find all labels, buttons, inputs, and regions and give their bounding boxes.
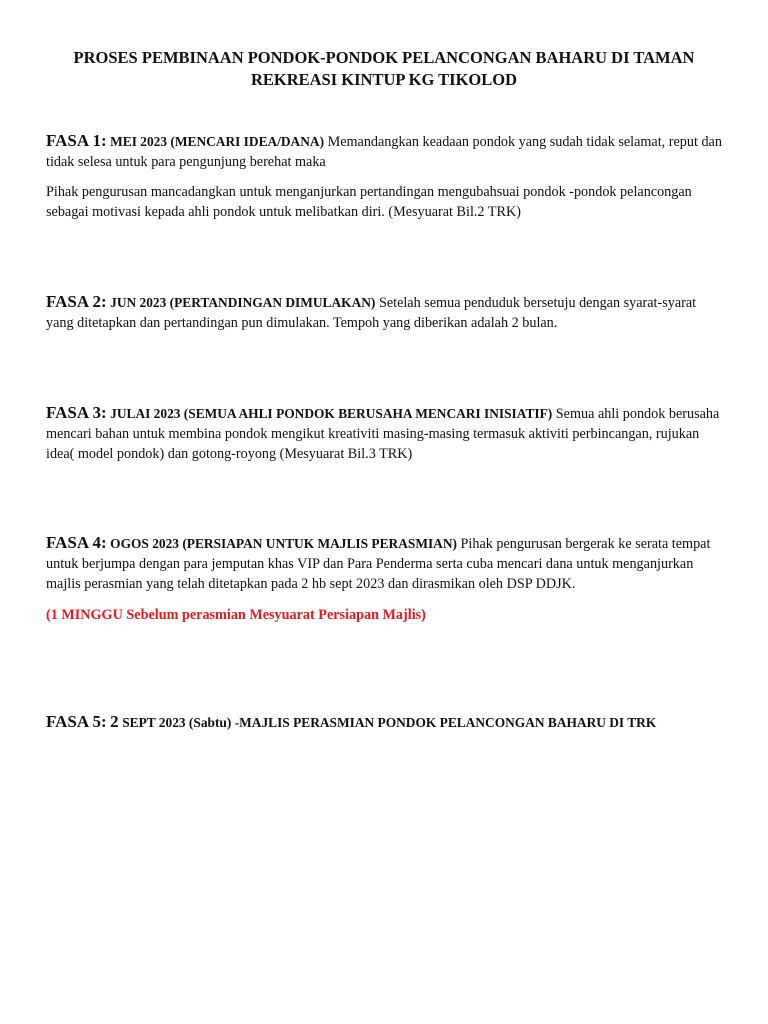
phase-2-paragraph <box>46 292 726 333</box>
phase-4-section <box>46 533 726 625</box>
phase-1-section <box>46 131 726 222</box>
title-line-2: REKREASI KINTUP KG TIKOLOD <box>250 70 518 89</box>
phase-4-paragraph <box>46 533 726 594</box>
phase-4-heading: OGOS 2023 (PERSIAPAN UNTUK MAJLIS PERASMIAN) <box>110 536 457 551</box>
phase-1-text: Memandangkan keadaan pondok yang sudah tidak selamat, reput dan tidak selesa untuk para pengunjung berehat maka <box>46 134 722 170</box>
phase-5-heading: SEPT 2023 (Sabtu) -MAJLIS PERASMIAN PONDOK PELANCONGAN BAHARU DI TRK <box>122 715 657 730</box>
phase-4-red-note: (1 MINGGU Sebelum perasmian Mesyuarat Persiapan Majlis) <box>46 607 426 623</box>
phase-3-paragraph <box>46 403 726 464</box>
phase-2-section <box>46 292 726 333</box>
phase-5-number: 2 <box>110 712 119 731</box>
phase-2-heading: JUN 2023 (PERTANDINGAN DIMULAKAN) <box>110 295 376 310</box>
phase-4-text: Pihak pengurusan bergerak ke serata tempat untuk berjumpa dengan para jemputan khas VIP dan Para Penderma serta cuba mencari dana untuk menganjurkan majlis perasmian yang telah ditetapkan pada 2 hb sept 2023 dan dirasmikan oleh DSP DDJK. <box>46 536 711 592</box>
document-title <box>40 47 728 91</box>
phase-5-section <box>46 712 726 733</box>
phase-2-label: FASA 2: <box>46 292 107 311</box>
phase-4-label: FASA 4: <box>46 533 107 552</box>
phase-5-paragraph <box>46 712 726 733</box>
phase-1-label: FASA 1: <box>46 131 107 150</box>
title-line-1: PROSES PEMBINAAN PONDOK-PONDOK PELANCONGAN BAHARU DI TAMAN <box>73 48 695 67</box>
phase-1-heading: MEI 2023 (MENCARI IDEA/DANA) <box>110 134 325 149</box>
phase-1-paragraph <box>46 131 726 172</box>
phase-3-text: Semua ahli pondok berusaha mencari bahan untuk membina pondok mengikut kreativiti masing-masing termasuk aktiviti perbincangan, rujukan idea( model pondok) dan gotong-royong (Mesyuarat Bil.3 TRK) <box>46 406 720 462</box>
phase-3-section <box>46 403 726 464</box>
phase-3-label: FASA 3: <box>46 403 107 422</box>
phase-3-heading: JULAI 2023 (SEMUA AHLI PONDOK BERUSAHA MENCARI INISIATIF) <box>110 406 553 421</box>
phase-5-label: FASA 5: <box>46 712 107 731</box>
phase-2-text: Setelah semua penduduk bersetuju dengan syarat-syarat yang ditetapkan dan pertandingan pun dimulakan. Tempoh yang diberikan adalah 2 bulan. <box>46 295 697 331</box>
phase-1-paragraph-2: Pihak pengurusan mancadangkan untuk menganjurkan pertandingan mengubahsuai pondok -pondok pelancongan sebagai motivasi kepada ahli pondok untuk melibatkan diri. (Mesyuarat Bil.2 TRK) <box>46 184 692 220</box>
